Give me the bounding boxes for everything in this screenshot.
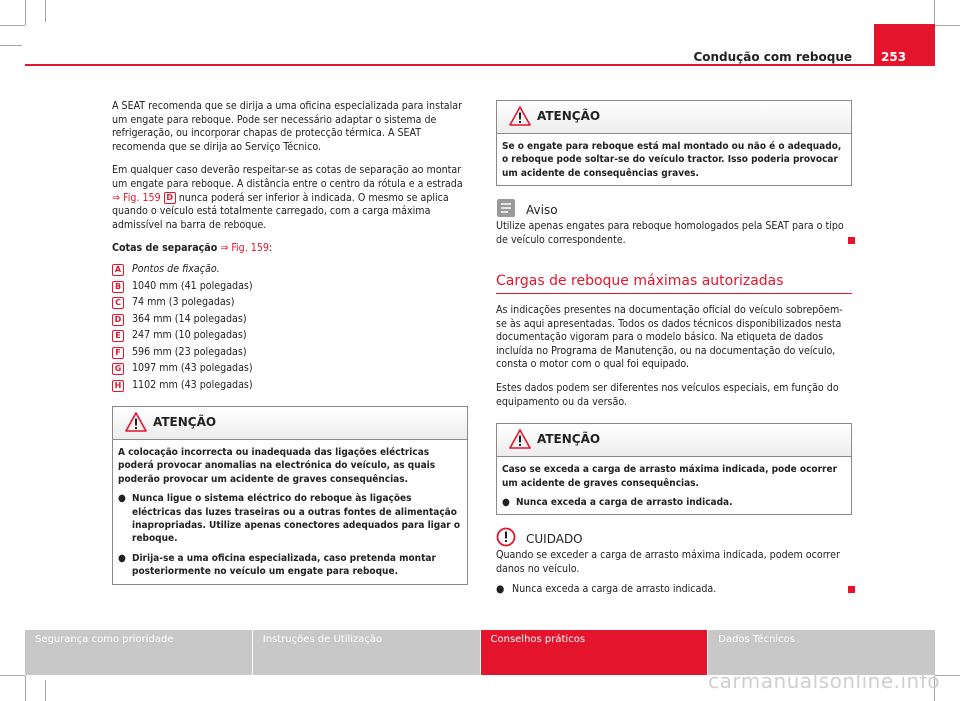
caution-text: Quando se exceder a carga de arrasto máxima indicada, podem ocorrer danos no veículo. xyxy=(496,549,840,575)
spec-text: 247 mm (10 polegadas) xyxy=(132,329,247,342)
warning-header xyxy=(113,407,467,440)
spec-item xyxy=(112,361,468,378)
caution-icon xyxy=(496,527,516,547)
spec-text: Pontos de fixação. xyxy=(132,263,220,276)
warning-bullet xyxy=(118,552,462,579)
crop-mark xyxy=(0,25,25,26)
note-header xyxy=(496,198,852,220)
left-column xyxy=(112,100,468,599)
separation-spec-list xyxy=(112,262,468,394)
figure-link[interactable]: ⇒ Fig. 159 xyxy=(220,242,269,255)
crop-mark xyxy=(0,45,22,46)
warning-bullet xyxy=(118,492,462,546)
warning-title: ATENÇÃO xyxy=(537,109,601,123)
warning-box xyxy=(112,406,468,585)
separation-paragraph xyxy=(112,164,468,232)
warning-body xyxy=(497,457,851,514)
bullet-icon: ● xyxy=(502,496,510,508)
bullet-text: Nunca exceda a carga de arrasto indicada. xyxy=(516,496,733,508)
bullet-icon: ● xyxy=(118,552,126,564)
spec-item xyxy=(112,344,468,361)
warning-triangle-icon xyxy=(509,106,531,126)
spec-item xyxy=(112,278,468,295)
spec-item xyxy=(112,295,468,312)
footer-tab-safety[interactable]: Segurança como prioridade xyxy=(25,630,252,675)
caution-header xyxy=(496,527,852,549)
bullet-text: Dirija-se a uma oficina especializada, caso pretenda montar posteriormente no veículo um engate para reboque. xyxy=(132,552,436,578)
bullet-icon: ● xyxy=(496,582,505,595)
crop-mark xyxy=(0,675,25,676)
spec-badge: B xyxy=(112,281,124,293)
warning-triangle-icon xyxy=(125,412,147,432)
intro-paragraph: A SEAT recomenda que se dirija a uma oficina especializada para instalar um engate para reboque. Pode ser necessário adaptar o sistema de refrigeração, ou incorporar chapas de protecção térmica. A SEAT recomenda que se dirija ao Serviço Técnico. xyxy=(112,100,463,153)
spec-badge: E xyxy=(112,330,124,342)
bullet-icon: ● xyxy=(118,493,126,505)
watermark: carmanualsonline.info xyxy=(708,669,940,693)
spec-item xyxy=(112,262,468,279)
warning-triangle-icon xyxy=(509,429,531,449)
crop-mark xyxy=(45,680,46,701)
crop-mark xyxy=(935,25,960,26)
crop-mark xyxy=(934,0,935,25)
bullet-text: Nunca ligue o sistema eléctrico do reboque às ligações eléctricas das luzes traseiras ou a outras fontes de alimentação inapropriadas. Utilize apenas conectores adequados para ligar o reboque. xyxy=(132,493,461,545)
warning-text: Se o engate para reboque está mal montado ou não é o adequado, o reboque pode soltar-se do veículo tractor. Isso poderia provocar um acidente de consequências graves. xyxy=(502,141,842,179)
section-paragraph: Estes dados podem ser diferentes nos veículos especiais, em função do equipamento ou da versão. xyxy=(496,381,839,408)
section-paragraph: As indicações presentes na documentação oficial do veículo sobrepõem-se às aqui apresentadas. Todos os dados técnicos disponibilizados nesta documentação vigoram para o modelo básico. Na etiqueta de dados incluída no Programa de Manutenção, ou na documentação do veículo, consta o motor com o qual foi equipado. xyxy=(496,304,843,371)
page-number: 253 xyxy=(881,50,907,64)
warning-body xyxy=(113,440,467,584)
caution-bullet xyxy=(496,583,852,597)
footer-tab-technical-data[interactable]: Dados Técnicos xyxy=(708,630,935,675)
crop-mark xyxy=(25,0,26,25)
warning-box xyxy=(496,100,852,186)
spec-badge: C xyxy=(112,297,124,309)
paragraph-text: nunca poderá ser inferior à indicada. O mesmo se aplica quando o veículo está totalmente carregado, com a carga máxima admissível na barra de reboque. xyxy=(112,191,449,231)
cotas-heading xyxy=(112,242,468,256)
section-heading: Cargas de reboque máximas autorizadas xyxy=(496,275,852,294)
paragraph-text: Em qualquer caso deverão respeitar-se as cotas de separação ao montar um engate para reboque. A distância entre o centro da rótula e a estrada xyxy=(112,164,463,190)
spec-badge: F xyxy=(112,347,124,359)
note-icon xyxy=(496,198,516,218)
warning-title: ATENÇÃO xyxy=(537,432,601,447)
right-column xyxy=(496,100,852,596)
warning-intro: Caso se exceda a carga de arrasto máxima indicada, pode ocorrer um acidente de graves consequências. xyxy=(502,464,838,489)
footer-tab-instructions[interactable]: Instruções de Utilização xyxy=(253,630,480,675)
crop-mark xyxy=(25,676,26,701)
spec-text: 74 mm (3 polegadas) xyxy=(132,296,235,309)
warning-header xyxy=(497,101,851,134)
spec-text: 596 mm (23 polegadas) xyxy=(132,345,247,358)
spec-text: 1102 mm (43 polegadas) xyxy=(132,378,253,391)
spec-item xyxy=(112,377,468,394)
footer-tab-practical-tips[interactable]: Conselhos práticos xyxy=(481,630,708,675)
spec-item xyxy=(112,311,468,328)
spec-badge: A xyxy=(112,264,124,276)
header-rule xyxy=(25,64,935,66)
note-text xyxy=(496,220,852,247)
caution-title: CUIDADO xyxy=(526,532,583,547)
page-number-tab xyxy=(874,24,935,66)
warning-box xyxy=(496,423,852,515)
figure-link[interactable]: ⇒ Fig. 159 xyxy=(112,191,161,204)
spec-item xyxy=(112,328,468,345)
figure-callout-badge: D xyxy=(164,192,176,204)
spec-text: 1097 mm (43 polegadas) xyxy=(132,362,253,375)
warning-intro: A colocação incorrecta ou inadequada das ligações eléctricas poderá provocar anomalias na electrónica do veículo, as quais poderão provocar um acidente de graves consequências. xyxy=(118,446,436,485)
section-end-mark xyxy=(848,586,855,593)
warning-header xyxy=(497,424,851,457)
spec-text: 364 mm (14 polegadas) xyxy=(132,312,247,325)
warning-body xyxy=(497,134,851,185)
page-header-title: Condução com reboque xyxy=(693,50,852,64)
paragraph-text: Utilize apenas engates para reboque homologados pela SEAT para o tipo de veículo correspondente. xyxy=(496,220,844,246)
cotas-colon: : xyxy=(268,242,273,255)
spec-badge: D xyxy=(112,314,124,326)
section-end-mark xyxy=(848,237,855,244)
bullet-text: Nunca exceda a carga de arrasto indicada. xyxy=(512,582,717,595)
warning-bullet xyxy=(502,496,846,509)
spec-text: 1040 mm (41 polegadas) xyxy=(132,279,253,292)
spec-badge: G xyxy=(112,363,124,375)
spec-badge: H xyxy=(112,380,124,392)
warning-title: ATENÇÃO xyxy=(153,414,217,429)
note-title: Aviso xyxy=(526,203,558,218)
crop-mark xyxy=(45,0,46,22)
cotas-label: Cotas de separação xyxy=(112,242,218,255)
